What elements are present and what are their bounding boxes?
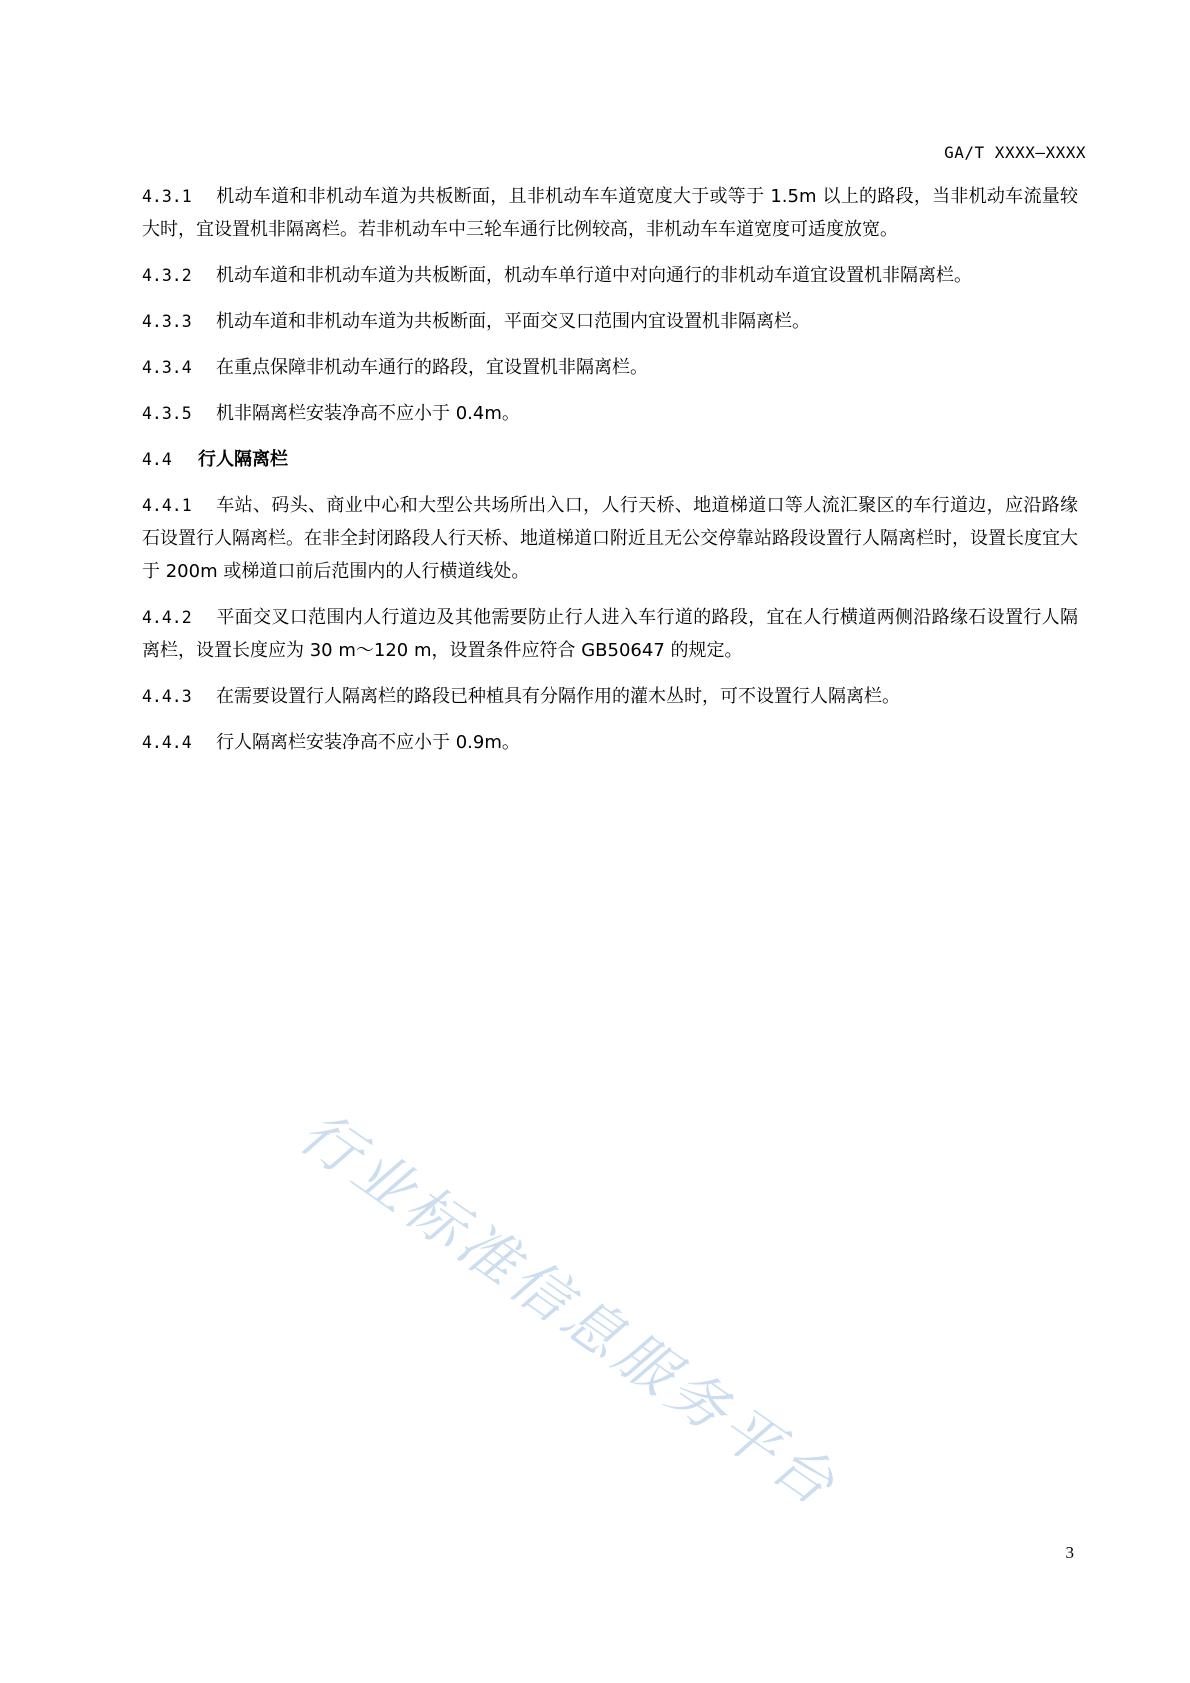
section-title: 行人隔离栏 [198, 449, 288, 470]
clause-4-4-3 [142, 680, 1078, 713]
clause-number: 4.3.5 [142, 404, 192, 423]
clause-text: 机动车道和非机动车道为共板断面，且非机动车车道宽度大于或等于 1.5m 以上的路段，当非机动车流量较大时，宜设置机非隔离栏。若非机动车中三轮车通行比例较高，非机动车车道宽度可适度放宽。 [142, 186, 1078, 240]
clause-number: 4.3.4 [142, 358, 192, 377]
clause-number: 4.4.2 [142, 608, 192, 627]
clause-number: 4.3.3 [142, 312, 192, 331]
clause-4-3-2 [142, 259, 1078, 292]
clause-text: 平面交叉口范围内人行道边及其他需要防止行人进入车行道的路段，宜在人行横道两侧沿路缘石设置行人隔离栏，设置长度应为 30 m～120 m，设置条件应符合 GB50647 的规定。 [142, 607, 1078, 661]
clause-text: 在需要设置行人隔离栏的路段已种植具有分隔作用的灌木丛时，可不设置行人隔离栏。 [216, 686, 900, 707]
clause-text: 机动车道和非机动车道为共板断面，机动车单行道中对向通行的非机动车道宜设置机非隔离栏。 [216, 265, 972, 286]
section-number: 4.4 [142, 450, 172, 469]
clause-4-3-1 [142, 180, 1078, 246]
clause-number: 4.4.1 [142, 496, 192, 515]
clause-text: 机动车道和非机动车道为共板断面，平面交叉口范围内宜设置机非隔离栏。 [216, 311, 810, 332]
clause-4-3-3 [142, 305, 1078, 338]
watermark: 行业标准信息服务平台 [287, 1098, 851, 1522]
clause-number: 4.3.2 [142, 266, 192, 285]
clause-text: 行人隔离栏安装净高不应小于 0.9m。 [216, 732, 520, 753]
clause-4-3-5 [142, 397, 1078, 430]
clause-4-4-2 [142, 601, 1078, 667]
clause-4-4-4 [142, 726, 1078, 759]
document-header-code: GA/T XXXX—XXXX [944, 143, 1086, 162]
clause-text: 车站、码头、商业中心和大型公共场所出入口，人行天桥、地道梯道口等人流汇聚区的车行道边，应沿路缘石设置行人隔离栏。在非全封闭路段人行天桥、地道梯道口附近且无公交停靠站路段设置行人隔离栏时，设置长度宜大于 200m 或梯道口前后范围内的人行横道线处。 [142, 495, 1078, 582]
page-number: 3 [1065, 1543, 1074, 1562]
clause-number: 4.4.3 [142, 687, 192, 706]
clause-4-3-4 [142, 351, 1078, 384]
section-heading-4-4 [142, 443, 1078, 476]
clause-4-4-1 [142, 489, 1078, 588]
clause-text: 在重点保障非机动车通行的路段，宜设置机非隔离栏。 [216, 357, 648, 378]
document-body [142, 180, 1078, 772]
clause-number: 4.3.1 [142, 187, 192, 206]
clause-text: 机非隔离栏安装净高不应小于 0.4m。 [216, 403, 520, 424]
clause-number: 4.4.4 [142, 733, 192, 752]
